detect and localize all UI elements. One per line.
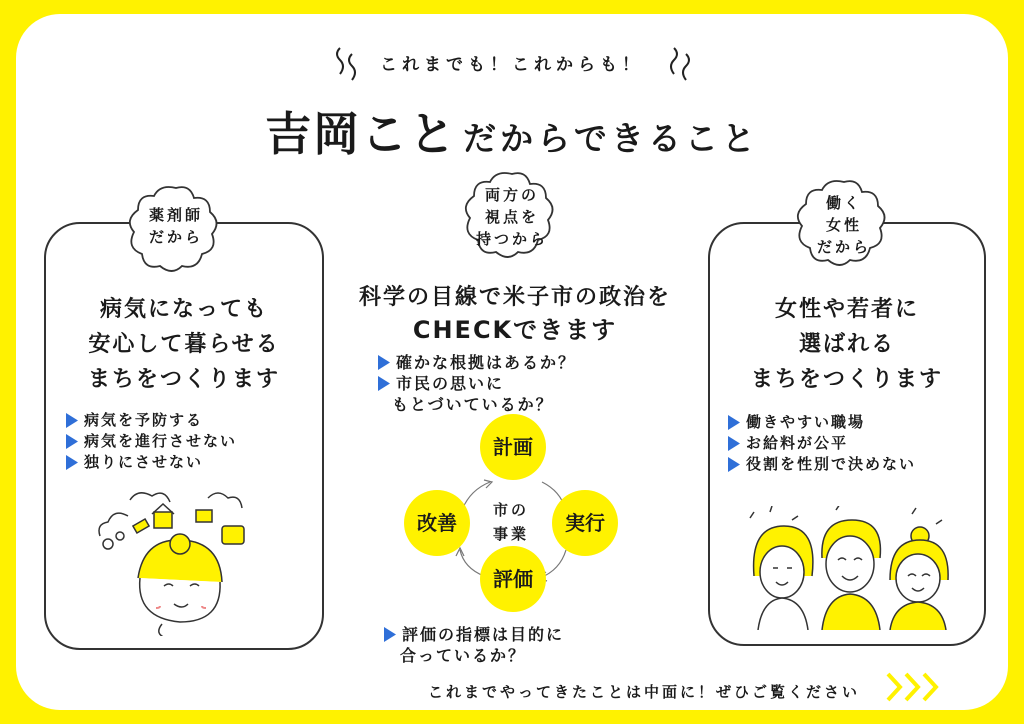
- cycle-center-line-1: 市の: [492, 501, 529, 519]
- headline-name: 吉岡こと: [265, 107, 458, 161]
- cloud-text-right: [796, 192, 892, 258]
- center-bullets: [378, 352, 678, 415]
- list-item-continuation: 合っているか？: [400, 646, 527, 665]
- cloud-left-line-2: だから: [148, 228, 203, 246]
- bullet-triangle-icon: [384, 627, 396, 642]
- bullet-triangle-icon: [728, 436, 740, 451]
- cycle-center-label: [476, 498, 546, 546]
- left-title: [44, 292, 324, 397]
- right-bullets: [728, 412, 978, 475]
- list-item: 独りにさせない: [66, 452, 316, 473]
- bullet-triangle-icon: [66, 455, 78, 470]
- list-item: 病気を進行させない: [66, 431, 316, 452]
- bullet-triangle-icon: [66, 434, 78, 449]
- list-item: 市民の思いに: [378, 373, 678, 394]
- center-bottom-bullets: [384, 624, 664, 666]
- right-title-line-2: 選ばれる: [798, 332, 895, 357]
- center-title-line-1: 科学の目線で米子市の政治を: [358, 285, 671, 310]
- center-title-line-2: CHECKできます: [412, 316, 618, 344]
- cycle-act: 改善: [404, 490, 470, 556]
- cycle-center-line-2: 事業: [492, 525, 529, 543]
- list-item-continuation: もとづいているか？: [392, 395, 554, 414]
- bullet-triangle-icon: [728, 457, 740, 472]
- bullet-triangle-icon: [66, 413, 78, 428]
- left-title-line-3: まちをつくります: [87, 367, 280, 392]
- headline: [0, 98, 1024, 164]
- cycle-plan: 計画: [480, 414, 546, 480]
- cloud-right-line-1: 働く: [825, 194, 862, 212]
- cloud-text-center: [464, 184, 560, 250]
- cycle-check: 評価: [480, 546, 546, 612]
- list-item: お給料が公平: [728, 433, 978, 454]
- bullet-triangle-icon: [378, 355, 390, 370]
- cloud-right-line-2: 女性: [825, 216, 862, 234]
- cloud-text-left: [128, 204, 224, 248]
- list-item: 確かな根拠はあるか？: [378, 352, 678, 373]
- bullet-triangle-icon: [378, 376, 390, 391]
- cloud-center-line-3: 持つから: [475, 230, 548, 248]
- bullet-triangle-icon: [728, 415, 740, 430]
- chevrons-right-icon: [884, 670, 948, 704]
- cloud-left-line-1: 薬剤師: [148, 206, 203, 224]
- list-item: 役割を性別で決めない: [728, 454, 978, 475]
- pharmacist-illustration: [90, 486, 280, 636]
- list-item: 働きやすい職場: [728, 412, 978, 433]
- left-title-line-2: 安心して暮らせる: [88, 332, 280, 357]
- cloud-center-line-2: 視点を: [484, 208, 539, 226]
- right-title-line-3: まちをつくります: [750, 367, 943, 392]
- right-title: [708, 292, 986, 397]
- headline-rest: だからできること: [463, 119, 759, 158]
- cycle-do: 実行: [552, 490, 618, 556]
- left-title-line-1: 病気になっても: [99, 297, 268, 322]
- list-item: 評価の指標は目的に: [384, 624, 664, 645]
- cloud-center-line-1: 両方の: [484, 186, 539, 204]
- list-item: 病気を予防する: [66, 410, 316, 431]
- footer-note: これまでやってきたことは中面に！ぜひご覧ください: [427, 683, 860, 701]
- three-people-illustration: [740, 506, 960, 630]
- left-bullets: [66, 410, 316, 473]
- cloud-right-line-3: だから: [816, 238, 871, 256]
- squiggle-right-icon: [664, 44, 700, 84]
- tagline: これまでも！これからも！: [380, 55, 644, 75]
- right-title-line-1: 女性や若者に: [774, 297, 919, 322]
- center-title: [330, 282, 700, 346]
